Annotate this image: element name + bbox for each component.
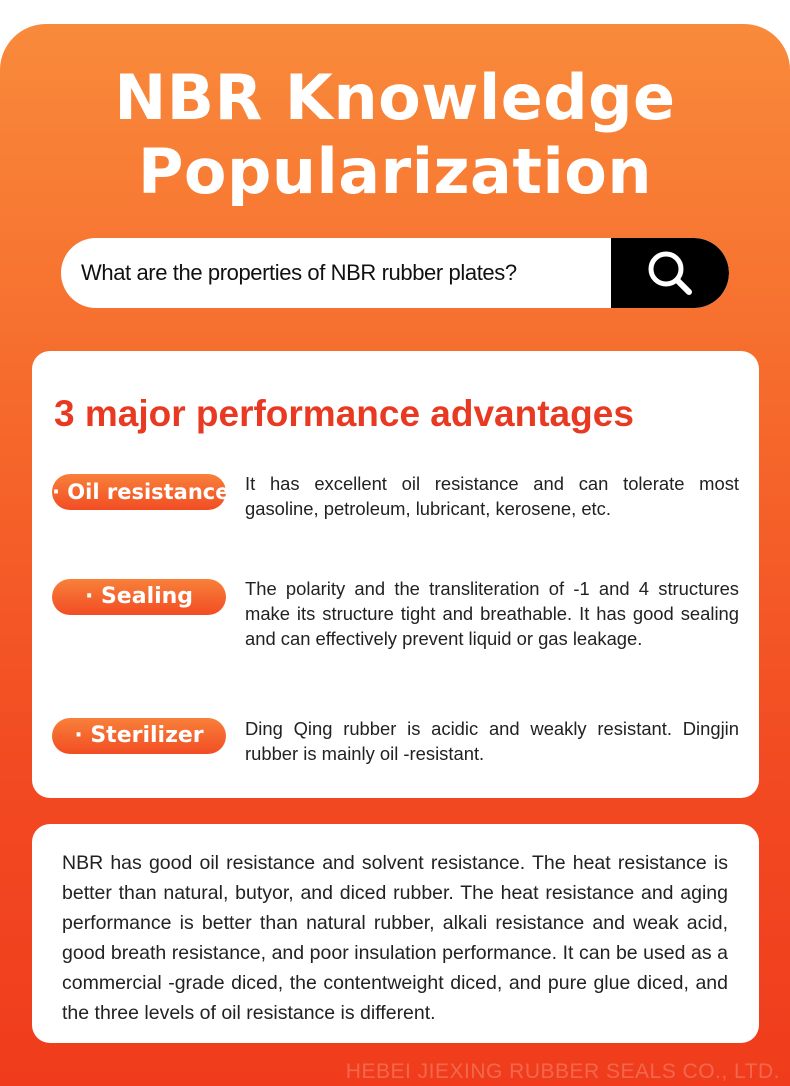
page-title-line-2: Popularization bbox=[137, 135, 653, 208]
summary-card bbox=[32, 824, 759, 1043]
badge-sealing: · Sealing bbox=[52, 579, 226, 615]
badge-oil-resistance: · Oil resistance bbox=[52, 474, 226, 510]
advantages-card bbox=[32, 351, 759, 798]
search-query[interactable]: What are the properties of NBR rubber plates? bbox=[81, 260, 517, 285]
search-button[interactable] bbox=[611, 238, 729, 308]
search-bar[interactable] bbox=[61, 238, 729, 308]
summary-text: NBR has good oil resistance and solvent resistance. The heat resistance is better than natural, butyor, and diced rubber. The heat resistance and aging performance is better than natural rubber, alkali resistance and weak acid, good breath resistance, and poor insulation performance. It can be used as a commercial -grade diced, the contentweight diced, and pure glue diced, and the three levels of oil resistance is different. bbox=[62, 852, 728, 1024]
search-icon bbox=[645, 248, 695, 298]
oil-resistance-description: It has excellent oil resistance and can tolerate most gasoline, petroleum, lubricant, kerosene, etc. bbox=[245, 473, 739, 519]
sealing-description: The polarity and the transliteration of -1 and 4 structures make its structure tight and breathable. It has good sealing and can effectively prevent liquid or gas leakage. bbox=[245, 578, 739, 649]
sterilizer-description: Ding Qing rubber is acidic and weakly resistant. Dingjin rubber is mainly oil -resistant. bbox=[245, 718, 739, 764]
company-watermark: HEBEI JIEXING RUBBER SEALS CO., LTD. bbox=[345, 1060, 780, 1083]
page-title-line-1: NBR Knowledge bbox=[114, 61, 676, 134]
badge-sterilizer: · Sterilizer bbox=[52, 718, 226, 754]
advantages-heading: 3 major performance advantages bbox=[54, 393, 634, 434]
